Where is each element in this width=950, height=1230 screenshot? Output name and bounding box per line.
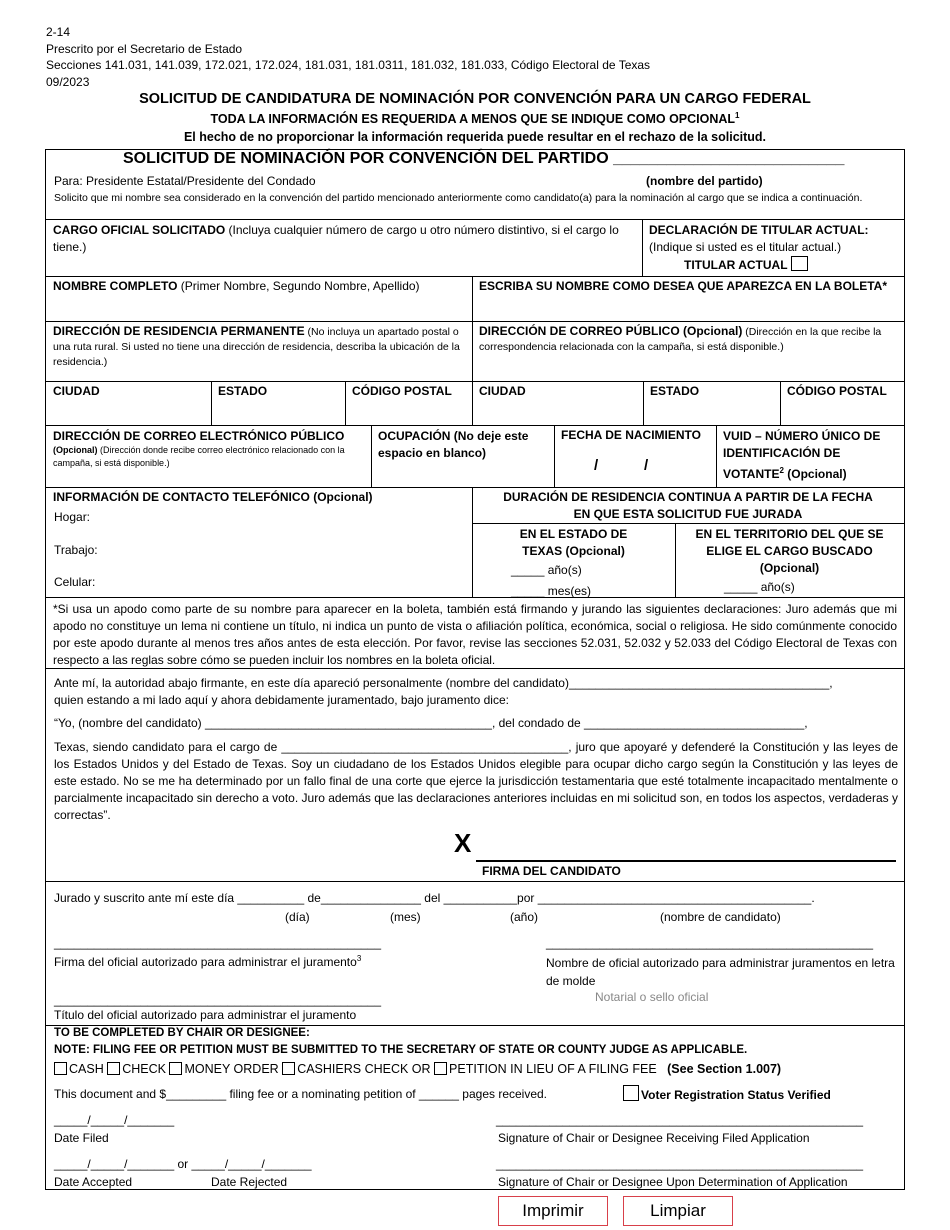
- texas-years-field[interactable]: _____ año(s): [511, 563, 582, 577]
- state-label: ESTADO: [650, 384, 700, 398]
- residence-territory-label: EN EL TERRITORIO DEL QUE SE ELIGE EL CARGO BUSCADO (Opcional): [695, 527, 884, 575]
- money-order-label: MONEY ORDER: [184, 1062, 279, 1076]
- mailing-address-field[interactable]: [472, 321, 904, 381]
- candidate-name-caption: (nombre de candidato): [660, 910, 781, 924]
- full-name-hint: (Primer Nombre, Segundo Nombre, Apellido): [177, 279, 420, 293]
- prescribed-by: Prescrito por el Secretario de Estado: [46, 41, 243, 56]
- public-email-optional: (Opcional): [53, 445, 98, 455]
- application-form: [45, 149, 905, 1190]
- ballot-name-field[interactable]: [472, 276, 904, 321]
- date-accepted-label: Date Accepted: [54, 1175, 133, 1189]
- determination-signature-label: Signature of Chair or Designee Upon Determination of Application: [498, 1175, 848, 1189]
- residence-texas-label: EN EL ESTADO DE TEXAS (Opcional): [519, 527, 628, 558]
- residence-address-hint: (No incluya un apartado postal o una ruta rural. Si usted no tiene una dirección de residencia, describa la ubicación de la residencia.): [53, 326, 460, 368]
- payment-options: [54, 1062, 781, 1076]
- form-number: 2-14: [46, 25, 71, 39]
- officer-signature-label: Firma del oficial autorizado para administrar el juramento$^3$: [54, 954, 362, 969]
- home-phone-field[interactable]: Hogar:: [54, 510, 91, 524]
- day-caption: (día): [285, 910, 310, 924]
- receiving-signature-label: Signature of Chair or Designee Receiving Filed Application: [498, 1131, 810, 1145]
- work-phone-field[interactable]: Trabajo:: [54, 543, 98, 557]
- petition-checkbox[interactable]: [434, 1062, 447, 1075]
- incumbent-checkbox[interactable]: [791, 256, 808, 271]
- date-rejected-label: Date Rejected: [211, 1175, 288, 1189]
- party-name-label: (nombre del partido): [646, 174, 763, 188]
- cell-phone-field[interactable]: Celular:: [54, 575, 96, 589]
- mailing-state-field[interactable]: [643, 381, 780, 425]
- petition-label: PETITION IN LIEU OF A FILING FEE: [449, 1062, 657, 1076]
- print-button[interactable]: Imprimir: [498, 1196, 608, 1226]
- incumbent-check-label: TITULAR ACTUAL: [684, 258, 788, 272]
- officer-title-label: Título del oficial autorizado para administrar el juramento: [54, 1008, 357, 1022]
- mailing-city-field[interactable]: [472, 381, 643, 425]
- request-body: Solicito que mi nombre sea considerado en la convención del partido mencionado anteriormente como candidato(a) para la nominación al cargo que se indica a continuación.: [54, 192, 863, 204]
- determination-signature-line[interactable]: _______________________________________________________: [496, 1157, 864, 1171]
- zip-label: CÓDIGO POSTAL: [787, 384, 887, 398]
- request-to: Para: Presidente Estatal/Presidente del Condado: [54, 174, 316, 188]
- form-header: [46, 24, 650, 90]
- oath-body: Texas, siendo candidato para el cargo de ___________________________________________, juro que apoyaré y defenderé la Constitución y las leyes de los Estados Unidos y del Estado de Texas. Soy un ciudadano de los Estados Unidos elegible para ocupar dicho cargo según la Constitución y las leyes de este estado. No se me ha determinado por un fallo final de una corte que ejerce la jurisdicción testamentaria que esté totalmente incapacitado mentalmente o parcialmente incapacitado sin derecho a voto. Juro además que las declaraciones anteriores incluidas en mi solicitud son, en todos los aspectos, verdaderas y correctas”.: [54, 740, 898, 822]
- incumbent-label: DECLARACIÓN DE TITULAR ACTUAL:: [649, 223, 869, 237]
- state-label: ESTADO: [218, 384, 268, 398]
- required-note: TODA LA INFORMACIÓN ES REQUERIDA A MENOS QUE SE INDIQUE COMO OPCIONAL$^1$: [210, 111, 740, 127]
- office-sought-hint: (Incluya cualquier número de cargo u otro número distintivo, si el cargo lo tiene.): [53, 223, 619, 254]
- phone-contact-section: [46, 487, 472, 597]
- residence-zip-field[interactable]: [345, 381, 472, 425]
- oath-line-2: quien estando a mi lado aquí y ahora debidamente juramentado, bajo juramento dice:: [54, 693, 509, 707]
- date-filed-label: Date Filed: [54, 1131, 109, 1145]
- office-sought-label: CARGO OFICIAL SOLICITADO: [53, 223, 226, 237]
- residence-address-field[interactable]: [46, 321, 472, 381]
- page-title: SOLICITUD DE CANDIDATURA DE NOMINACIÓN POR CONVENCIÓN PARA UN CARGO FEDERAL: [139, 91, 811, 107]
- form-date: 09/2023: [46, 74, 90, 89]
- officer-signature-line[interactable]: _________________________________________________: [54, 936, 382, 950]
- residence-state-field[interactable]: [211, 381, 345, 425]
- date-of-birth-label: FECHA DE NACIMIENTO: [561, 428, 702, 442]
- office-sought-field[interactable]: [46, 219, 642, 267]
- incumbent-hint: (Indique si usted es el titular actual.): [649, 240, 842, 254]
- residence-territory-section: [675, 523, 904, 597]
- mailing-zip-field[interactable]: [780, 381, 904, 425]
- officer-title-line[interactable]: _________________________________________________: [54, 993, 382, 1007]
- residence-duration-heading: DURACIÓN DE RESIDENCIA CONTINUA A PARTIR DE LA FECHA EN QUE ESTA SOLICITUD FUE JURADA: [503, 490, 873, 521]
- oath-intro: [54, 675, 833, 709]
- sworn-statement: Jurado y suscrito ante mí este día __________ de_______________ del ___________por _________________________________________.: [54, 891, 815, 905]
- cash-label: CASH: [69, 1062, 104, 1076]
- full-name-field[interactable]: [46, 276, 472, 321]
- phone-contact-label: INFORMACIÓN DE CONTACTO TELEFÓNICO (Opcional): [53, 490, 373, 504]
- document-received-line: This document and $_________ filing fee or a nominating petition of ______ pages received.: [54, 1087, 548, 1101]
- officer-name-label: Nombre de oficial autorizado para administrar juramentos en letra de molde: [546, 956, 895, 988]
- cashiers-check-checkbox[interactable]: [282, 1062, 295, 1075]
- texas-months-field[interactable]: _____ mes(es): [511, 584, 592, 597]
- city-label: CIUDAD: [479, 384, 526, 398]
- nickname-note: *Si usa un apodo como parte de su nombre para aparecer en la boleta, también está firmando y jurando las siguientes declaraciones: Juro además que mi apodo no constituye un lema ni contiene un título, ni indica un punto de vista o afiliación política, económica, social o religiosa. He sido comúnmente conocido por este apodo durante al menos tres años antes de esta elección. Por favor, revise las secciones 52.031, 52.032 y 52.033 del Código Electoral de Texas con respecto a las reglas sobre cómo se pueden incluir los nombres en la boleta oficial.: [53, 602, 897, 667]
- rejection-warning: El hecho de no proporcionar la información requerida puede resultar en el rechazo de la solicitud.: [183, 130, 767, 144]
- check-checkbox[interactable]: [107, 1062, 120, 1075]
- chair-heading: TO BE COMPLETED BY CHAIR OR DESIGNEE:: [54, 1027, 310, 1039]
- voter-verified-label: Voter Registration Status Verified: [641, 1088, 831, 1102]
- cash-checkbox[interactable]: [54, 1062, 67, 1075]
- notary-seal-label: Notarial o sello oficial: [595, 990, 709, 1004]
- candidate-signature-line[interactable]: [476, 860, 896, 862]
- month-caption: (mes): [390, 910, 421, 924]
- occupation-label: OCUPACIÓN (No deje este espacio en blanco): [378, 429, 529, 460]
- occupation-field[interactable]: [371, 425, 554, 487]
- cashiers-check-label: CASHIERS CHECK OR: [297, 1062, 431, 1076]
- voter-verified: [623, 1085, 831, 1102]
- public-email-hint: (Dirección donde recibe correo electrónico relacionado con la campaña, si está disponible.): [53, 445, 345, 468]
- dob-separator: /: [644, 457, 649, 474]
- voter-verified-checkbox[interactable]: [623, 1085, 639, 1101]
- check-label: CHECK: [122, 1062, 166, 1076]
- full-name-label: NOMBRE COMPLETO: [53, 279, 178, 293]
- year-caption: (año): [510, 910, 539, 924]
- mailing-address-label: DIRECCIÓN DE CORREO PÚBLICO (Opcional): [479, 324, 743, 338]
- territory-years-field[interactable]: _____ año(s): [724, 580, 795, 594]
- ballot-name-label: ESCRIBA SU NOMBRE COMO DESEA QUE APAREZCA EN LA BOLETA*: [479, 279, 888, 293]
- see-section-note: (See Section 1.007): [667, 1062, 782, 1076]
- date-accepted-rejected-line[interactable]: _____/_____/_______ or _____/_____/_______: [54, 1157, 312, 1171]
- officer-name-line[interactable]: _________________________________________________: [546, 936, 874, 950]
- signature-x-mark: X: [454, 828, 472, 858]
- oath-line-1: Ante mí, la autoridad abajo firmante, en este día apareció personalmente (nombre del candidato)_______________________________________,: [54, 676, 833, 690]
- dob-separator: /: [594, 457, 599, 474]
- oath-line-3: “Yo, (nombre del candidato) ___________________________________________, del condado de _________________________________,: [54, 716, 808, 730]
- mailing-address-hint: (Dirección en la que recibe la correspondencia relacionada con la campaña, si está disponible.): [479, 326, 882, 353]
- vuid-field[interactable]: VUID – NÚMERO ÚNICO DE IDENTIFICACIÓN DE VOTANTE$^2$ (Opcional): [723, 429, 881, 481]
- vuid-label: VUID – NÚMERO ÚNICO DE IDENTIFICACIÓN DE VOTANTE: [723, 429, 881, 481]
- money-order-checkbox[interactable]: [169, 1062, 182, 1075]
- residence-texas-section: [472, 523, 675, 597]
- incumbent-declaration: [642, 219, 904, 276]
- public-email-field[interactable]: [46, 425, 371, 487]
- date-of-birth-field[interactable]: [554, 425, 716, 487]
- city-label: CIUDAD: [53, 384, 100, 398]
- residence-address-label: DIRECCIÓN DE RESIDENCIA PERMANENTE: [53, 324, 305, 338]
- chair-note: NOTE: FILING FEE OR PETITION MUST BE SUBMITTED TO THE SECRETARY OF STATE OR COUNTY JUDGE AS APPLICABLE.: [54, 1044, 748, 1056]
- request-heading: SOLICITUD DE NOMINACIÓN POR CONVENCIÓN DEL PARTIDO __________________________: [123, 150, 845, 167]
- clear-button[interactable]: Limpiar: [623, 1196, 733, 1226]
- zip-label: CÓDIGO POSTAL: [352, 384, 452, 398]
- candidate-signature-label: FIRMA DEL CANDIDATO: [482, 864, 621, 878]
- date-filed-line[interactable]: _____/_____/_______: [54, 1113, 175, 1127]
- residence-city-field[interactable]: [46, 381, 211, 425]
- receiving-signature-line[interactable]: _______________________________________________________: [496, 1113, 864, 1127]
- vuid-optional: (Opcional): [783, 467, 847, 481]
- public-email-label: DIRECCIÓN DE CORREO ELECTRÓNICO PÚBLICO: [53, 429, 345, 443]
- code-sections: Secciones 141.031, 141.039, 172.021, 172.024, 181.031, 181.0311, 181.032, 181.033, Código Electoral de Texas: [46, 58, 651, 72]
